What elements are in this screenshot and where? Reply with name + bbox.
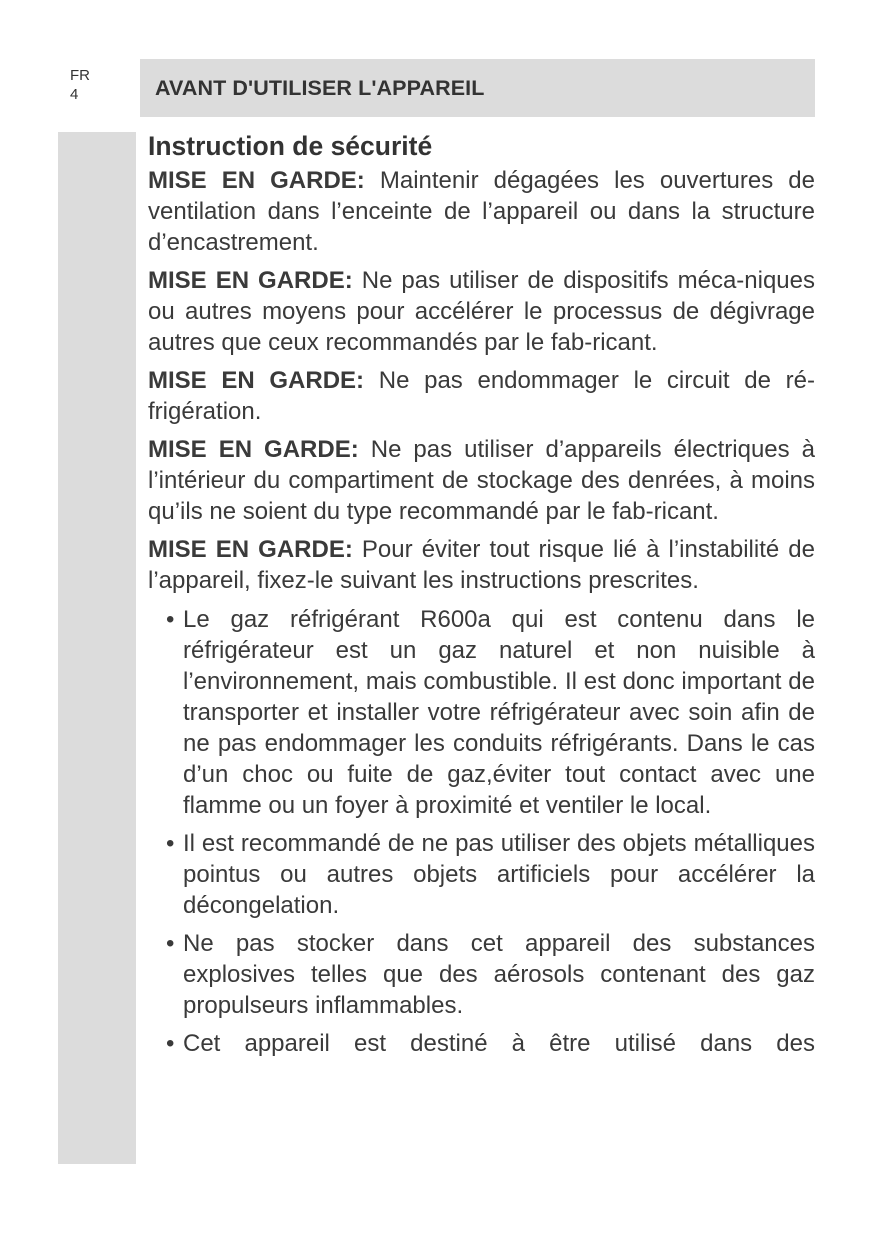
side-margin-bar [58, 132, 136, 1164]
warning-text: Ne pas endommager le circuit de ré-frigération. [148, 367, 815, 425]
page-meta [70, 66, 90, 104]
bullet-text: Cet appareil est destiné à être utilisé dans des [183, 1030, 815, 1057]
section-title: Instruction de sécurité [148, 131, 433, 161]
warning-paragraph [148, 265, 815, 358]
bullet-icon: • [166, 830, 175, 857]
bullet-icon: • [166, 1030, 175, 1057]
list-item [148, 928, 815, 1021]
warning-text: Maintenir dégagées les ouvertures de ventilation dans l’enceinte de l’appareil ou dans la structure d’encastrement. [148, 167, 815, 256]
warning-paragraph [148, 365, 815, 427]
warning-paragraph [148, 165, 815, 258]
bullet-text: Ne pas stocker dans cet appareil des substances explosives telles que des aérosols contenant des gaz propulseurs inflammables. [183, 930, 815, 1019]
list-item [148, 604, 815, 821]
warning-label: MISE EN GARDE: [148, 436, 359, 463]
language-code: FR [70, 67, 90, 84]
page-content [148, 124, 815, 1066]
warning-text: Pour éviter tout risque lié à l’instabilité de l’appareil, fixez-le suivant les instructions prescrites. [148, 536, 816, 594]
warning-label: MISE EN GARDE: [148, 367, 365, 394]
chapter-title: AVANT D'UTILISER L'APPAREIL [155, 75, 485, 100]
bullet-icon: • [166, 606, 175, 633]
bullet-icon: • [166, 930, 175, 957]
warning-text: Ne pas utiliser d’appareils électriques à l’intérieur du compartiment de stockage des denrées, à moins qu’ils ne soient du type recommandé par le fab-ricant. [148, 436, 816, 525]
warning-paragraph [148, 534, 815, 596]
warning-label: MISE EN GARDE: [148, 167, 365, 194]
bullet-text: Le gaz réfrigérant R600a qui est contenu dans le réfrigérateur est un gaz naturel et non nuisible à l’environnement, mais combustible. Il est donc important de transporter et installer votre réfrigérateur avec soin afin de ne pas endommager les conduits réfrigérants. Dans le cas d’un choc ou fuite de gaz,éviter tout contact avec une flamme ou un foyer à proximité et ventiler le local. [183, 606, 815, 819]
warning-paragraph [148, 434, 815, 527]
page-number: 4 [70, 86, 79, 103]
bullet-text: Il est recommandé de ne pas utiliser des objets métalliques pointus ou autres objets artificiels pour accélérer la décongelation. [183, 830, 815, 919]
chapter-header [140, 59, 815, 117]
warning-text: Ne pas utiliser de dispositifs méca-niques ou autres moyens pour accélérer le processus de dégivrage autres que ceux recommandés par le fab-ricant. [148, 267, 815, 356]
safety-bullet-list [148, 604, 815, 1059]
list-item [148, 828, 815, 921]
warning-label: MISE EN GARDE: [148, 267, 353, 294]
list-item [148, 1028, 815, 1059]
warning-label: MISE EN GARDE: [148, 536, 353, 563]
